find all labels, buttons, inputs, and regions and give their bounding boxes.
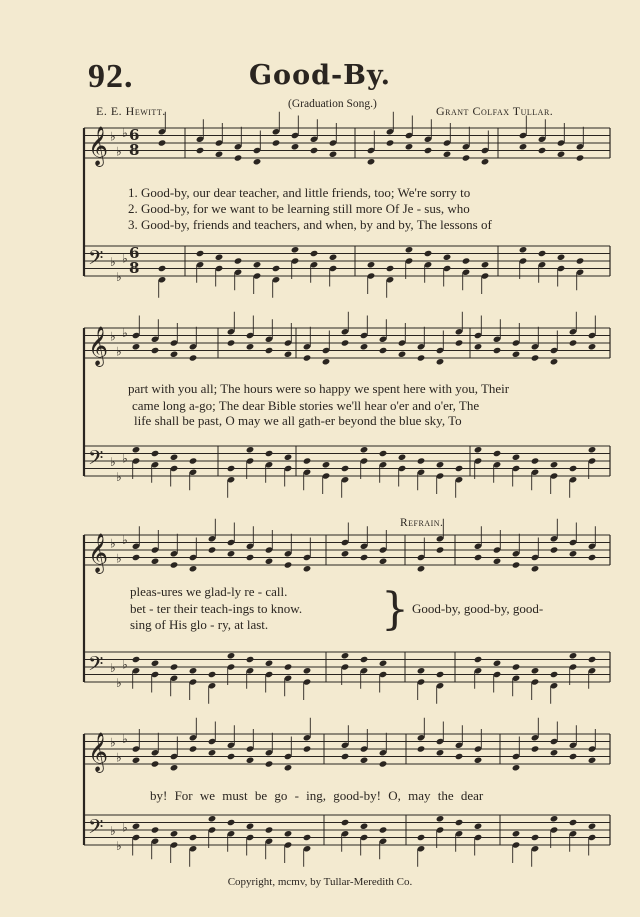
lyric-line: pleas-ures we glad-ly re - call.: [130, 584, 288, 599]
notehead: [329, 151, 338, 158]
notehead: [588, 757, 597, 764]
notehead: [550, 815, 559, 822]
notehead: [481, 261, 490, 268]
notehead: [291, 246, 300, 253]
lyric-line: sing of His glo - ry, at last.: [130, 617, 269, 632]
notehead: [189, 457, 198, 464]
notehead: [550, 461, 559, 468]
lyric-line: life shall be past, O may we all gath-er beyond the blue sky, To: [134, 413, 462, 428]
notehead: [246, 343, 255, 350]
flat-icon: ♭: [110, 824, 116, 838]
hymn-title: Good-By.: [249, 60, 391, 91]
lyric-line: bet - ter their teach-ings to know.: [130, 601, 303, 616]
notehead: [493, 660, 502, 667]
notehead: [208, 671, 217, 678]
notehead: [424, 250, 433, 257]
notehead: [303, 834, 312, 841]
notehead: [417, 667, 426, 674]
notehead: [284, 663, 293, 670]
notehead: [360, 823, 369, 830]
notehead: [474, 823, 483, 830]
notehead: [265, 660, 274, 667]
notehead: [569, 753, 578, 760]
notehead: [189, 667, 198, 674]
notehead: [474, 446, 483, 453]
notehead: [227, 465, 236, 472]
flat-icon: ♭: [116, 839, 122, 853]
notehead: [481, 158, 490, 165]
notehead: [284, 830, 293, 837]
notehead: [588, 823, 597, 830]
flat-icon: ♭: [116, 144, 122, 159]
notehead: [512, 764, 521, 771]
notehead: [367, 261, 376, 268]
notehead: [462, 257, 471, 264]
bass-clef-icon: 𝄢: [88, 246, 104, 274]
flat-icon: ♭: [122, 731, 128, 746]
notehead: [341, 819, 350, 826]
flat-icon: ♭: [116, 676, 122, 690]
lyric-brace: }: [381, 584, 409, 635]
notehead: [455, 753, 464, 760]
flat-icon: ♭: [110, 455, 116, 469]
lyricist: E. E. Hewitt.: [96, 104, 166, 118]
notehead: [443, 151, 452, 158]
notehead: [367, 158, 376, 165]
notehead: [588, 343, 597, 350]
notehead: [303, 667, 312, 674]
notehead: [455, 465, 464, 472]
notehead: [329, 254, 338, 261]
notehead: [234, 154, 243, 161]
notehead: [557, 151, 566, 158]
notehead: [512, 663, 521, 670]
lyric-line: part with you all; The hours were so happy we spent here with you, Their: [128, 381, 510, 396]
notehead: [272, 139, 281, 146]
notehead: [265, 558, 274, 565]
notehead: [189, 834, 198, 841]
notehead: [493, 347, 502, 354]
notehead: [132, 656, 141, 663]
notehead: [208, 815, 217, 822]
lyric-line: 1. Good-by, our dear teacher, and little friends, too; We're sorry to: [128, 185, 471, 200]
notehead: [189, 354, 198, 361]
lyric-line: 2. Good-by, for we want to be learning still more Of Je - sus, who: [128, 201, 470, 216]
flat-icon: ♭: [122, 125, 128, 140]
notehead: [519, 246, 528, 253]
notehead: [538, 147, 547, 154]
notehead: [341, 753, 350, 760]
notehead: [436, 671, 445, 678]
notehead: [436, 461, 445, 468]
notehead: [132, 757, 141, 764]
notehead: [436, 815, 445, 822]
notehead: [132, 446, 141, 453]
notehead: [360, 656, 369, 663]
notehead: [360, 554, 369, 561]
notehead: [170, 663, 179, 670]
treble-clef-icon: 𝄞: [88, 732, 109, 772]
notehead: [512, 830, 521, 837]
treble-clef-icon: 𝄞: [88, 126, 109, 166]
notehead: [417, 354, 426, 361]
notehead: [151, 450, 160, 457]
notehead: [189, 745, 198, 752]
notehead: [189, 565, 198, 572]
notehead: [215, 254, 224, 261]
flat-icon: ♭: [116, 344, 122, 359]
notehead: [170, 454, 179, 461]
notehead: [531, 354, 540, 361]
notehead: [246, 823, 255, 830]
flat-icon: ♭: [116, 470, 122, 484]
notehead: [436, 358, 445, 365]
notehead: [398, 454, 407, 461]
notehead: [417, 565, 426, 572]
hymn-number: 92.: [88, 58, 134, 95]
notehead: [379, 558, 388, 565]
notehead: [531, 745, 540, 752]
notehead: [569, 819, 578, 826]
flat-icon: ♭: [122, 251, 128, 266]
notehead: [158, 265, 167, 272]
notehead: [227, 753, 236, 760]
notehead: [550, 749, 559, 756]
notehead: [512, 454, 521, 461]
notehead: [588, 656, 597, 663]
notehead: [284, 351, 293, 358]
notehead: [151, 660, 160, 667]
lyric-line: by! For we must be go - ing, good-by! O, may the dear: [150, 788, 484, 803]
notehead: [265, 760, 274, 767]
notehead: [234, 257, 243, 264]
notehead: [151, 558, 160, 565]
notehead: [272, 265, 281, 272]
lyric-line: 3. Good-by, friends and teachers, and when, by and by, The lessons of: [128, 217, 492, 232]
notehead: [405, 143, 414, 150]
notehead: [253, 158, 262, 165]
notehead: [436, 749, 445, 756]
notehead: [386, 265, 395, 272]
notehead: [265, 826, 274, 833]
notehead: [151, 826, 160, 833]
notehead: [455, 339, 464, 346]
notehead: [569, 339, 578, 346]
notehead: [322, 358, 331, 365]
notehead: [246, 757, 255, 764]
notehead: [284, 454, 293, 461]
notehead: [405, 246, 414, 253]
bass-clef-icon: 𝄢: [88, 815, 104, 843]
notehead: [132, 343, 141, 350]
notehead: [227, 819, 236, 826]
flat-icon: ♭: [116, 551, 122, 566]
refrain-label: Refrain.: [400, 517, 444, 529]
refrain-lyric: Good-by, good-by, good-: [412, 601, 544, 616]
notehead: [303, 745, 312, 752]
flat-icon: ♭: [110, 255, 116, 269]
time-signature: 6: [129, 244, 140, 262]
notehead: [455, 819, 464, 826]
treble-clef-icon: 𝄞: [88, 533, 109, 573]
flat-icon: ♭: [110, 129, 116, 144]
notehead: [538, 250, 547, 257]
flat-icon: ♭: [110, 661, 116, 675]
flat-icon: ♭: [122, 451, 128, 466]
notehead: [196, 147, 205, 154]
notehead: [379, 826, 388, 833]
flat-icon: ♭: [122, 820, 128, 835]
flat-icon: ♭: [122, 325, 128, 340]
notehead: [360, 343, 369, 350]
notehead: [417, 834, 426, 841]
notehead: [443, 254, 452, 261]
flat-icon: ♭: [122, 532, 128, 547]
flat-icon: ♭: [110, 735, 116, 750]
notehead: [170, 561, 179, 568]
notehead: [322, 461, 331, 468]
notehead: [170, 351, 179, 358]
notehead: [379, 660, 388, 667]
notehead: [417, 457, 426, 464]
notehead: [588, 554, 597, 561]
notehead: [474, 554, 483, 561]
bass-clef-icon: 𝄢: [88, 652, 104, 680]
notehead: [341, 550, 350, 557]
notehead: [253, 261, 262, 268]
notehead: [196, 250, 205, 257]
notehead: [512, 351, 521, 358]
bass-clef-icon: 𝄢: [88, 446, 104, 474]
notehead: [519, 143, 528, 150]
notehead: [576, 257, 585, 264]
time-signature: 8: [129, 141, 140, 159]
notehead: [208, 546, 217, 553]
composer: Grant Colfax Tullar.: [436, 104, 554, 118]
notehead: [417, 745, 426, 752]
time-signature: 8: [129, 259, 140, 277]
notehead: [303, 565, 312, 572]
notehead: [379, 450, 388, 457]
notehead: [588, 446, 597, 453]
notehead: [379, 760, 388, 767]
notehead: [531, 565, 540, 572]
notehead: [462, 154, 471, 161]
flat-icon: ♭: [116, 750, 122, 765]
notehead: [360, 757, 369, 764]
notehead: [474, 757, 483, 764]
flat-icon: ♭: [122, 657, 128, 672]
notehead: [132, 823, 141, 830]
notehead: [531, 667, 540, 674]
notehead: [310, 147, 319, 154]
notehead: [436, 546, 445, 553]
notehead: [576, 154, 585, 161]
notehead: [310, 250, 319, 257]
flat-icon: ♭: [116, 270, 122, 284]
time-signature: 6: [129, 126, 140, 144]
notehead: [569, 652, 578, 659]
notehead: [151, 760, 160, 767]
notehead: [569, 465, 578, 472]
notehead: [493, 450, 502, 457]
notehead: [265, 347, 274, 354]
notehead: [424, 147, 433, 154]
notehead: [550, 546, 559, 553]
notehead: [246, 656, 255, 663]
notehead: [284, 764, 293, 771]
notehead: [246, 554, 255, 561]
notehead: [284, 561, 293, 568]
treble-clef-icon: 𝄞: [88, 326, 109, 366]
notehead: [569, 550, 578, 557]
notehead: [360, 446, 369, 453]
notehead: [215, 151, 224, 158]
notehead: [170, 830, 179, 837]
notehead: [158, 139, 167, 146]
notehead: [341, 465, 350, 472]
notehead: [550, 671, 559, 678]
notehead: [474, 343, 483, 350]
flat-icon: ♭: [110, 329, 116, 344]
flat-icon: ♭: [110, 536, 116, 551]
copyright-notice: Copyright, mcmv, by Tullar-Meredith Co.: [227, 876, 413, 888]
notehead: [398, 351, 407, 358]
notehead: [132, 554, 141, 561]
notehead: [557, 254, 566, 261]
hymn-subtitle: (Graduation Song.): [288, 98, 377, 110]
notehead: [493, 558, 502, 565]
notehead: [341, 652, 350, 659]
notehead: [386, 139, 395, 146]
notehead: [303, 457, 312, 464]
lyric-line: came long a-go; The dear Bible stories we'll hear o'er and o'er, The: [132, 398, 480, 413]
notehead: [550, 358, 559, 365]
notehead: [291, 143, 300, 150]
notehead: [246, 446, 255, 453]
notehead: [208, 749, 217, 756]
notehead: [227, 652, 236, 659]
notehead: [151, 347, 160, 354]
notehead: [531, 834, 540, 841]
notehead: [227, 550, 236, 557]
notehead: [265, 450, 274, 457]
notehead: [474, 656, 483, 663]
notehead: [512, 561, 521, 568]
notehead: [531, 457, 540, 464]
notehead: [341, 339, 350, 346]
notehead: [303, 354, 312, 361]
notehead: [379, 347, 388, 354]
notehead: [227, 339, 236, 346]
notehead: [170, 764, 179, 771]
